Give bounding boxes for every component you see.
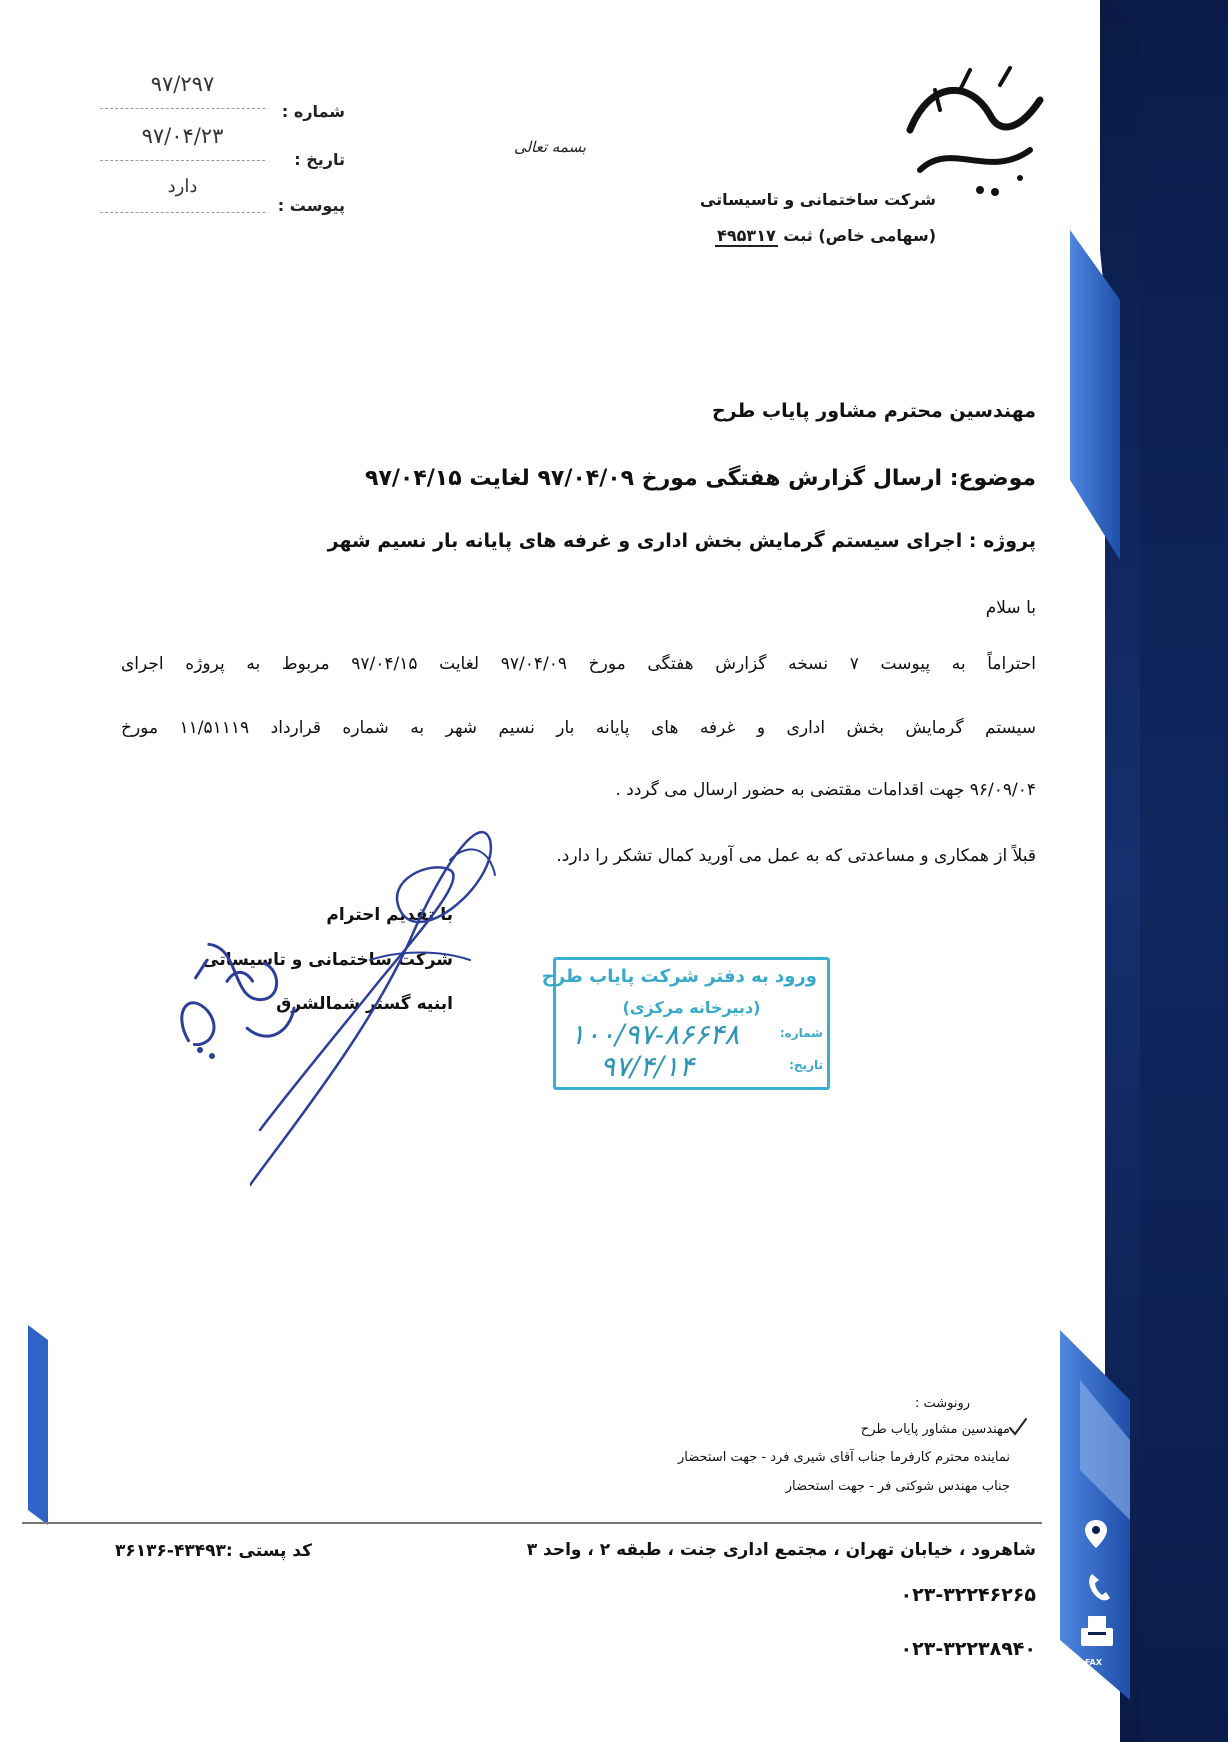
footer-divider xyxy=(22,1522,1042,1524)
phone-number: ۰۲۳-۳۲۲۴۶۲۶۵ xyxy=(900,1584,1036,1606)
copies-title: رونوشت : xyxy=(914,1396,970,1411)
stamp-title: ورود به دفتر شرکت پایاب طرح xyxy=(541,966,817,987)
attachment-label: پیوست : xyxy=(277,196,345,215)
attachment-value: دارد xyxy=(167,176,198,197)
fax-icon-label: FAX xyxy=(1085,1658,1102,1667)
closing-regards: با تقدیم احترام xyxy=(326,905,453,925)
letter-date-value: ۹۷/۰۴/۲۳ xyxy=(141,124,224,148)
subject-line: موضوع: ارسال گزارش هفتگی مورخ ۹۷/۰۴/۰۹ لغایت ۹۷/۰۴/۱۵ xyxy=(365,466,1036,491)
dotted-line xyxy=(100,108,265,109)
decorative-band xyxy=(1060,0,1228,1742)
meta-attachment xyxy=(100,176,345,220)
body-line-3: ۹۶/۰۹/۰۴ جهت اقدامات مقتضی به حضور ارسال می گردد . xyxy=(615,780,1036,800)
location-icon xyxy=(1081,1518,1111,1552)
fax-icon xyxy=(1078,1614,1116,1658)
dotted-line xyxy=(100,212,265,213)
letter-number-value: ۹۷/۲۹۷ xyxy=(150,72,215,96)
company-registration xyxy=(715,226,936,245)
decorative-accent-left xyxy=(28,1325,48,1525)
phone-icon xyxy=(1084,1570,1114,1604)
greeting: با سلام xyxy=(985,598,1036,618)
meta-number xyxy=(100,72,345,121)
company-address: شاهرود ، خیابان تهران ، مجتمع اداری جنت ، طبقه ۲ ، واحد ۳ xyxy=(526,1540,1036,1560)
copy-recipient: مهندسین مشاور پایاب طرح xyxy=(860,1422,1010,1437)
body-line-2: سیستم گرمایش بخش اداری و غرفه های پایانه بار نسیم شهر به شماره قرارداد ۱۱/۵۱۱۱۹ مورخ xyxy=(121,718,1036,738)
copy-recipient: جناب مهندس شوکتی فر - جهت استحضار xyxy=(785,1479,1010,1494)
bismillah: بسمه تعالی xyxy=(513,138,587,156)
thanks-line: قبلاً از همکاری و مساعدتی که به عمل می آورید کمال تشکر را دارد. xyxy=(556,846,1036,866)
letter-date-label: تاریخ : xyxy=(294,150,345,169)
check-icon xyxy=(1008,1417,1028,1437)
fax-number: ۰۲۳-۳۲۲۳۸۹۴۰ xyxy=(900,1638,1036,1660)
dotted-line xyxy=(100,160,265,161)
received-stamp xyxy=(541,957,830,1090)
company-name: شرکت ساختمانی و تاسیساتی xyxy=(699,190,936,209)
postal-code: کد پستی :۴۳۴۹۳-۳۶۱۳۶ xyxy=(115,1541,313,1561)
body-line-1: احتراماً به پیوست ۷ نسخه گزارش هفتگی مورخ ۹۷/۰۴/۰۹ لغایت ۹۷/۰۴/۱۵ مربوط به پروژه اجرای xyxy=(121,654,1036,674)
stamp-date-label: تاریخ: xyxy=(789,1058,823,1072)
letter-number-label: شماره : xyxy=(281,102,345,121)
closing-company-type: شرکت ساختمانی و تاسیساتی xyxy=(202,950,453,970)
stamp-subtitle: (دبیرخانه مرکزی) xyxy=(622,998,761,1017)
registration-number: ۴۹۵۳۱۷ xyxy=(717,226,776,245)
closing-company-name: ابنیه گستر شمالشرق xyxy=(276,994,453,1014)
stamp-number-label: شماره: xyxy=(779,1026,823,1040)
copy-recipient: نماینده محترم کارفرما جناب آقای شیری فرد - جهت استحضار xyxy=(678,1450,1010,1465)
project-line: پروژه : اجرای سیستم گرمایش بخش اداری و غرفه های پایانه بار نسیم شهر xyxy=(327,530,1036,552)
signature xyxy=(250,800,550,1190)
meta-date xyxy=(100,124,345,168)
company-logo xyxy=(900,60,1050,200)
company-type: (سهامی خاص) ثبت xyxy=(783,226,936,245)
stamp-number-value: ۱۰۰/۹۷-۸۶۶۴۸ xyxy=(570,1018,740,1051)
addressee: مهندسین محترم مشاور پایاب طرح xyxy=(711,400,1036,422)
stamp-date-value: ۹۷/۴/۱۴ xyxy=(600,1050,695,1083)
